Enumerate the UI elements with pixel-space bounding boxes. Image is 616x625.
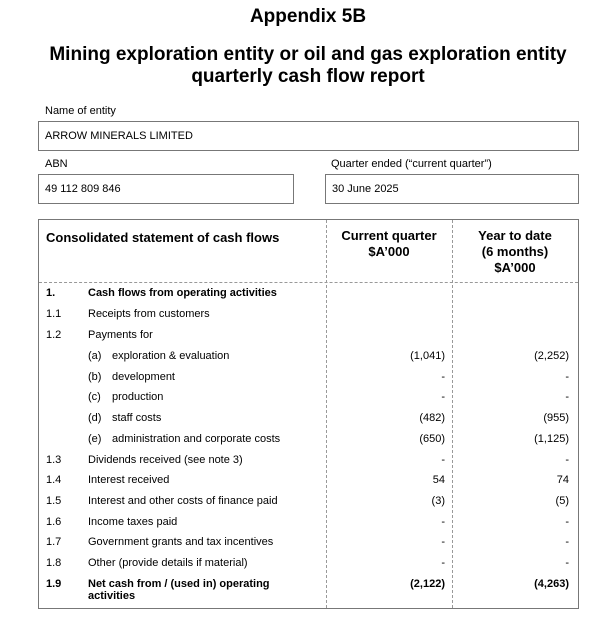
year-to-date-value: (5) bbox=[555, 495, 569, 507]
row-description: Other (provide details if material) bbox=[88, 557, 248, 569]
current-quarter-value: - bbox=[441, 391, 445, 403]
year-to-date-value: (4,263) bbox=[534, 578, 569, 590]
row-description: development bbox=[112, 371, 175, 383]
current-quarter-value: - bbox=[441, 516, 445, 528]
row-sub-label: (d) bbox=[88, 412, 102, 424]
year-to-date-header-line3: $A’000 bbox=[494, 260, 536, 275]
row-sub-label: (e) bbox=[88, 433, 102, 445]
table-row bbox=[39, 495, 578, 515]
current-quarter-value: (2,122) bbox=[410, 578, 445, 590]
row-description: Net cash from / (used in) operating bbox=[88, 578, 270, 590]
row-number: 1.2 bbox=[46, 329, 62, 341]
report-title bbox=[0, 44, 616, 88]
current-quarter-value: 54 bbox=[432, 474, 445, 486]
row-number: 1.5 bbox=[46, 495, 62, 507]
year-to-date-value: (2,252) bbox=[534, 350, 569, 362]
row-description: Cash flows from operating activities bbox=[88, 287, 277, 299]
year-to-date-value: - bbox=[565, 557, 569, 569]
table-row bbox=[39, 474, 578, 494]
table-row bbox=[39, 433, 578, 453]
report-title-line1: Mining exploration entity or oil and gas exploration entity bbox=[49, 44, 567, 65]
table-row bbox=[39, 516, 578, 536]
row-description: production bbox=[112, 391, 164, 403]
row-number: 1.1 bbox=[46, 308, 62, 320]
row-description: Government grants and tax incentives bbox=[88, 536, 274, 548]
year-to-date-value: - bbox=[565, 516, 569, 528]
row-description: exploration & evaluation bbox=[112, 350, 230, 362]
row-sub-label: (c) bbox=[88, 391, 101, 403]
year-to-date-value: - bbox=[565, 536, 569, 548]
table-row bbox=[39, 557, 578, 577]
table-row bbox=[39, 412, 578, 432]
quarter-ended-label: Quarter ended (“current quarter”) bbox=[331, 158, 492, 170]
quarter-ended-value: 30 June 2025 bbox=[332, 183, 399, 195]
row-description: Income taxes paid bbox=[88, 516, 178, 528]
cash-flow-table bbox=[38, 219, 579, 609]
abn-field bbox=[38, 174, 294, 204]
row-description: administration and corporate costs bbox=[112, 433, 281, 445]
row-number: 1.4 bbox=[46, 474, 62, 486]
table-row bbox=[39, 454, 578, 474]
page-title: Appendix 5B bbox=[249, 6, 367, 27]
entity-name-field bbox=[38, 121, 579, 151]
row-sub-label: (b) bbox=[88, 371, 102, 383]
row-description-cont: activities bbox=[88, 590, 136, 602]
year-to-date-value: (1,125) bbox=[534, 433, 569, 445]
current-quarter-value: - bbox=[441, 557, 445, 569]
row-description: Dividends received (see note 3) bbox=[88, 454, 243, 466]
row-sub-label: (a) bbox=[88, 350, 102, 362]
row-description: Interest received bbox=[88, 474, 170, 486]
table-row bbox=[39, 578, 578, 602]
row-number: 1. bbox=[46, 287, 56, 299]
current-quarter-value: - bbox=[441, 536, 445, 548]
current-quarter-value: - bbox=[441, 454, 445, 466]
current-quarter-value: (650) bbox=[419, 433, 445, 445]
current-quarter-value: - bbox=[441, 371, 445, 383]
table-row bbox=[39, 350, 578, 370]
entity-name-value: ARROW MINERALS LIMITED bbox=[45, 130, 193, 142]
year-to-date-value: (955) bbox=[543, 412, 569, 424]
current-quarter-value: (482) bbox=[419, 412, 445, 424]
year-to-date-value: - bbox=[565, 391, 569, 403]
table-row bbox=[39, 391, 578, 411]
year-to-date-value: - bbox=[565, 454, 569, 466]
row-description: staff costs bbox=[112, 412, 162, 424]
report-title-line2: quarterly cash flow report bbox=[191, 66, 425, 87]
year-to-date-value: 74 bbox=[556, 474, 569, 486]
table-row bbox=[39, 371, 578, 391]
current-quarter-header bbox=[326, 228, 452, 260]
row-number: 1.7 bbox=[46, 536, 62, 548]
quarter-ended-field bbox=[325, 174, 579, 204]
entity-name-label: Name of entity bbox=[45, 105, 116, 117]
row-number: 1.6 bbox=[46, 516, 62, 528]
year-to-date-header bbox=[452, 228, 578, 276]
row-description: Receipts from customers bbox=[88, 308, 210, 320]
current-quarter-value: (3) bbox=[431, 495, 445, 507]
current-quarter-header-line1: Current quarter bbox=[341, 228, 437, 243]
table-heading: Consolidated statement of cash flows bbox=[46, 230, 280, 245]
year-to-date-header-line2: (6 months) bbox=[481, 244, 549, 259]
year-to-date-header-line1: Year to date bbox=[478, 228, 552, 243]
table-row bbox=[39, 536, 578, 556]
current-quarter-value: (1,041) bbox=[410, 350, 445, 362]
row-description: Interest and other costs of finance paid bbox=[88, 495, 278, 507]
row-description: Payments for bbox=[88, 329, 153, 341]
header-divider bbox=[39, 282, 578, 283]
table-row bbox=[39, 329, 578, 349]
row-number: 1.8 bbox=[46, 557, 62, 569]
table-row bbox=[39, 308, 578, 328]
row-number: 1.9 bbox=[46, 578, 62, 590]
current-quarter-header-line2: $A’000 bbox=[368, 244, 410, 259]
year-to-date-value: - bbox=[565, 371, 569, 383]
abn-value: 49 112 809 846 bbox=[45, 183, 121, 195]
table-row bbox=[39, 287, 578, 307]
abn-label: ABN bbox=[45, 158, 68, 170]
row-number: 1.3 bbox=[46, 454, 62, 466]
